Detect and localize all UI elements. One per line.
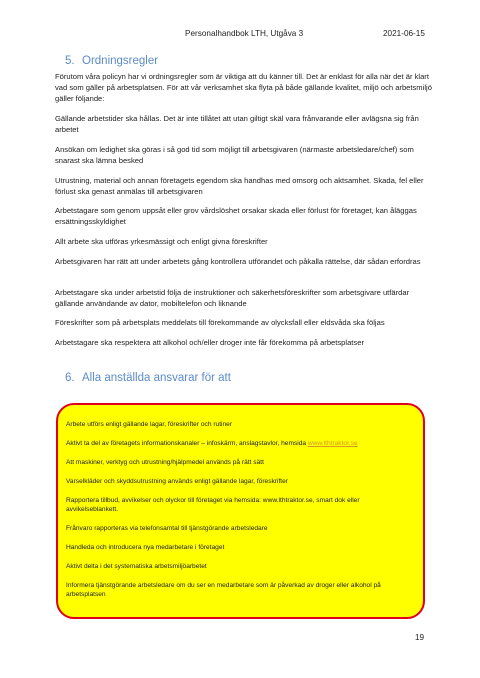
paragraph: Gällande arbetstider ska hållas. Det är inte tillåtet att utan giltigt skäl vara frånvarande eller avlägsna sig från arbetet — [55, 114, 419, 134]
section-6-title: Alla anställda ansvarar för att — [82, 372, 231, 384]
list-item: Varselkläder och skyddsutrustning används enligt gällande lagar, föreskrifter — [66, 478, 288, 485]
paragraph: Allt arbete ska utföras yrkesmässigt och enligt givna föreskrifter — [55, 237, 268, 246]
section-6-heading — [65, 372, 231, 384]
website-link[interactable]: www.lthtraktor.se — [307, 440, 358, 447]
paragraph: Förutom våra policyn har vi ordningsregler som är viktiga att du känner till. Det är enklast för alla när det är klart vad som gäller på arbetsplatsen. För att vår verksamhet ska flyta på både gällande kvalitet, miljö och arbetsmiljö gäller följande: — [55, 72, 432, 103]
section-5-title: Ordningsregler — [82, 55, 159, 67]
list-item: Arbete utförs enligt gällande lagar, föreskrifter och rutiner — [66, 421, 233, 428]
section-5-number: 5. — [65, 55, 75, 67]
list-item: Aktivt ta del av företagets informationskanaler – infoskärm, anslagstavlor, hemsida www.lthtraktor.se — [66, 440, 358, 447]
paragraph: Arbetsgivaren har rätt att under arbetets gång kontrollera utförandet och påkalla rättelse, där sådan erfordras — [55, 257, 421, 266]
paragraph: Föreskrifter som på arbetsplats meddelats till förekommande av olycksfall eller eldsvåda ska följas — [55, 318, 385, 327]
list-item: Rapportera tillbud, avvikelser och olyckor till företaget via hemsida: www.lthtraktor.se, smart dok eller avvikelseblankett. — [66, 497, 360, 513]
paragraph: Utrustning, material och annan företagets egendom ska handhas med omsorg och aktsamhet. Skada, fel eller förlust ska genast anmälas till arbetsgivaren — [55, 176, 424, 196]
page-number: 19 — [415, 633, 425, 642]
section-5-heading — [65, 55, 158, 67]
list-item: Frånvaro rapporteras via telefonsamtal till tjänstgörande arbetsledare — [66, 525, 268, 532]
paragraph: Arbetstagare som genom uppsåt eller grov vårdslöshet orsakar skada eller förlust för företaget, kan åläggas ersättningsskyldighet — [55, 206, 417, 226]
list-item: Aktivt delta i det systematiska arbetsmiljöarbetet — [66, 563, 207, 570]
paragraph: Arbetstagare ska respektera att alkohol och/eller droger inte får förekomma på arbetsplatser — [55, 338, 364, 347]
paragraph: Arbetstagare ska under arbetstid följa de instruktioner och säkerhetsföreskrifter som arbetsgivare utfärdar gällande användande av dator, mobiltelefon och liknande — [55, 288, 410, 308]
document-date: 2021-06-15 — [383, 29, 425, 38]
paragraph: Ansökan om ledighet ska göras i så god tid som möjligt till arbetsgivaren (närmaste arbetsledare/chef) som snarast ska lämna besked — [55, 145, 414, 165]
section-6-number: 6. — [65, 372, 75, 384]
list-item: Att maskiner, verktyg och utrustning/hjälpmedel används på rätt sätt — [66, 459, 264, 466]
document-title: Personalhandbok LTH, Utgåva 3 — [185, 29, 304, 38]
list-item: Informera tjänstgörande arbetsledare om du ser en medarbetare som är påverkad av droger eller alkohol på arbetsplatsen — [66, 582, 381, 598]
list-item: Handleda och introducera nya medarbetare i företaget — [66, 544, 225, 551]
